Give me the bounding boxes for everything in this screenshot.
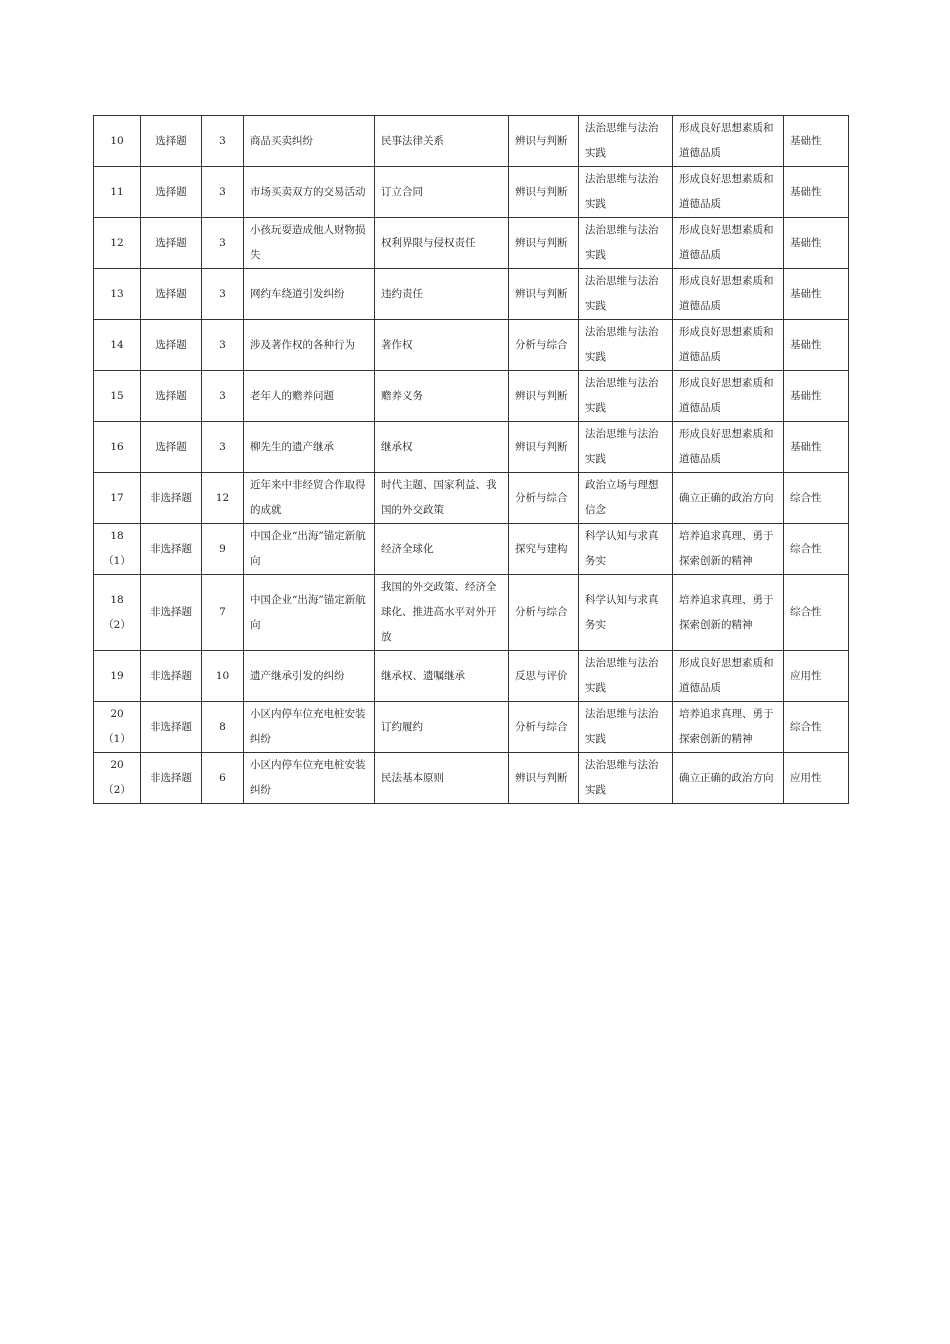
ability-cell: 分析与综合 bbox=[509, 575, 579, 651]
literacy-cell: 科学认知与求真务实 bbox=[579, 575, 673, 651]
score-cell: 3 bbox=[202, 371, 244, 422]
question-number-cell: 20（2） bbox=[94, 753, 141, 804]
context-cell: 小区内停车位充电桩安装纠纷 bbox=[244, 753, 375, 804]
ability-cell: 分析与综合 bbox=[509, 473, 579, 524]
score-cell: 8 bbox=[202, 702, 244, 753]
ability-cell: 辨识与判断 bbox=[509, 167, 579, 218]
table-row bbox=[94, 575, 849, 651]
context-cell: 遗产继承引发的纠纷 bbox=[244, 651, 375, 702]
level-cell: 基础性 bbox=[784, 371, 849, 422]
level-cell: 应用性 bbox=[784, 651, 849, 702]
table-row bbox=[94, 651, 849, 702]
knowledge-point-cell: 订立合同 bbox=[375, 167, 509, 218]
goal-cell: 培养追求真理、勇于探索创新的精神 bbox=[673, 702, 784, 753]
literacy-cell: 政治立场与理想信念 bbox=[579, 473, 673, 524]
question-type-cell: 选择题 bbox=[141, 320, 202, 371]
question-type-cell: 选择题 bbox=[141, 167, 202, 218]
score-cell: 6 bbox=[202, 753, 244, 804]
table-row bbox=[94, 116, 849, 167]
knowledge-point-cell: 违约责任 bbox=[375, 269, 509, 320]
table-body bbox=[94, 116, 849, 804]
score-cell: 3 bbox=[202, 269, 244, 320]
table-row bbox=[94, 524, 849, 575]
context-cell: 涉及著作权的各种行为 bbox=[244, 320, 375, 371]
context-cell: 中国企业“出海”锚定新航向 bbox=[244, 524, 375, 575]
knowledge-point-cell: 著作权 bbox=[375, 320, 509, 371]
question-number-cell: 18（1） bbox=[94, 524, 141, 575]
question-type-cell: 选择题 bbox=[141, 422, 202, 473]
question-number-cell: 12 bbox=[94, 218, 141, 269]
knowledge-point-cell: 权利界限与侵权责任 bbox=[375, 218, 509, 269]
score-cell: 3 bbox=[202, 422, 244, 473]
question-type-cell: 非选择题 bbox=[141, 524, 202, 575]
exam-analysis-table bbox=[93, 115, 849, 804]
ability-cell: 辨识与判断 bbox=[509, 753, 579, 804]
question-type-cell: 非选择题 bbox=[141, 575, 202, 651]
question-type-cell: 非选择题 bbox=[141, 651, 202, 702]
level-cell: 基础性 bbox=[784, 422, 849, 473]
knowledge-point-cell: 经济全球化 bbox=[375, 524, 509, 575]
goal-cell: 形成良好思想素质和道德品质 bbox=[673, 167, 784, 218]
knowledge-point-cell: 我国的外交政策、经济全球化、推进高水平对外开放 bbox=[375, 575, 509, 651]
level-cell: 基础性 bbox=[784, 320, 849, 371]
table-row bbox=[94, 753, 849, 804]
literacy-cell: 法治思维与法治实践 bbox=[579, 269, 673, 320]
level-cell: 基础性 bbox=[784, 218, 849, 269]
level-cell: 综合性 bbox=[784, 575, 849, 651]
score-cell: 10 bbox=[202, 651, 244, 702]
level-cell: 应用性 bbox=[784, 753, 849, 804]
context-cell: 网约车绕道引发纠纷 bbox=[244, 269, 375, 320]
level-cell: 综合性 bbox=[784, 524, 849, 575]
table-row bbox=[94, 218, 849, 269]
ability-cell: 探究与建构 bbox=[509, 524, 579, 575]
level-cell: 综合性 bbox=[784, 702, 849, 753]
table-row bbox=[94, 167, 849, 218]
context-cell: 小孩玩耍造成他人财物损失 bbox=[244, 218, 375, 269]
question-number-cell: 10 bbox=[94, 116, 141, 167]
question-type-cell: 选择题 bbox=[141, 269, 202, 320]
goal-cell: 形成良好思想素质和道德品质 bbox=[673, 651, 784, 702]
knowledge-point-cell: 时代主题、国家利益、我国的外交政策 bbox=[375, 473, 509, 524]
context-cell: 商品买卖纠纷 bbox=[244, 116, 375, 167]
knowledge-point-cell: 订约履约 bbox=[375, 702, 509, 753]
question-number-cell: 14 bbox=[94, 320, 141, 371]
question-number-cell: 11 bbox=[94, 167, 141, 218]
question-number-cell: 16 bbox=[94, 422, 141, 473]
question-type-cell: 非选择题 bbox=[141, 473, 202, 524]
goal-cell: 形成良好思想素质和道德品质 bbox=[673, 371, 784, 422]
question-number-cell: 18（2） bbox=[94, 575, 141, 651]
table-row bbox=[94, 269, 849, 320]
ability-cell: 辨识与判断 bbox=[509, 116, 579, 167]
literacy-cell: 法治思维与法治实践 bbox=[579, 371, 673, 422]
literacy-cell: 法治思维与法治实践 bbox=[579, 753, 673, 804]
score-cell: 3 bbox=[202, 218, 244, 269]
context-cell: 柳先生的遗产继承 bbox=[244, 422, 375, 473]
score-cell: 12 bbox=[202, 473, 244, 524]
literacy-cell: 科学认知与求真务实 bbox=[579, 524, 673, 575]
question-type-cell: 选择题 bbox=[141, 218, 202, 269]
score-cell: 3 bbox=[202, 116, 244, 167]
ability-cell: 辨识与判断 bbox=[509, 422, 579, 473]
table-row bbox=[94, 371, 849, 422]
question-type-cell: 选择题 bbox=[141, 116, 202, 167]
table-row bbox=[94, 473, 849, 524]
question-type-cell: 非选择题 bbox=[141, 753, 202, 804]
literacy-cell: 法治思维与法治实践 bbox=[579, 702, 673, 753]
question-number-cell: 19 bbox=[94, 651, 141, 702]
knowledge-point-cell: 民事法律关系 bbox=[375, 116, 509, 167]
table-row bbox=[94, 320, 849, 371]
knowledge-point-cell: 赡养义务 bbox=[375, 371, 509, 422]
context-cell: 市场买卖双方的交易活动 bbox=[244, 167, 375, 218]
goal-cell: 确立正确的政治方向 bbox=[673, 473, 784, 524]
context-cell: 近年来中非经贸合作取得的成就 bbox=[244, 473, 375, 524]
goal-cell: 形成良好思想素质和道德品质 bbox=[673, 422, 784, 473]
literacy-cell: 法治思维与法治实践 bbox=[579, 218, 673, 269]
table-row bbox=[94, 702, 849, 753]
knowledge-point-cell: 继承权 bbox=[375, 422, 509, 473]
level-cell: 基础性 bbox=[784, 269, 849, 320]
question-type-cell: 非选择题 bbox=[141, 702, 202, 753]
literacy-cell: 法治思维与法治实践 bbox=[579, 651, 673, 702]
knowledge-point-cell: 继承权、遗嘱继承 bbox=[375, 651, 509, 702]
ability-cell: 反思与评价 bbox=[509, 651, 579, 702]
literacy-cell: 法治思维与法治实践 bbox=[579, 116, 673, 167]
goal-cell: 培养追求真理、勇于探索创新的精神 bbox=[673, 524, 784, 575]
goal-cell: 培养追求真理、勇于探索创新的精神 bbox=[673, 575, 784, 651]
literacy-cell: 法治思维与法治实践 bbox=[579, 320, 673, 371]
goal-cell: 确立正确的政治方向 bbox=[673, 753, 784, 804]
question-number-cell: 17 bbox=[94, 473, 141, 524]
score-cell: 3 bbox=[202, 167, 244, 218]
ability-cell: 分析与综合 bbox=[509, 320, 579, 371]
score-cell: 9 bbox=[202, 524, 244, 575]
ability-cell: 辨识与判断 bbox=[509, 371, 579, 422]
ability-cell: 分析与综合 bbox=[509, 702, 579, 753]
level-cell: 基础性 bbox=[784, 116, 849, 167]
goal-cell: 形成良好思想素质和道德品质 bbox=[673, 116, 784, 167]
literacy-cell: 法治思维与法治实践 bbox=[579, 422, 673, 473]
level-cell: 基础性 bbox=[784, 167, 849, 218]
context-cell: 小区内停车位充电桩安装纠纷 bbox=[244, 702, 375, 753]
knowledge-point-cell: 民法基本原则 bbox=[375, 753, 509, 804]
question-number-cell: 15 bbox=[94, 371, 141, 422]
goal-cell: 形成良好思想素质和道德品质 bbox=[673, 269, 784, 320]
ability-cell: 辨识与判断 bbox=[509, 269, 579, 320]
score-cell: 3 bbox=[202, 320, 244, 371]
goal-cell: 形成良好思想素质和道德品质 bbox=[673, 218, 784, 269]
goal-cell: 形成良好思想素质和道德品质 bbox=[673, 320, 784, 371]
question-number-cell: 20（1） bbox=[94, 702, 141, 753]
question-number-cell: 13 bbox=[94, 269, 141, 320]
context-cell: 老年人的赡养问题 bbox=[244, 371, 375, 422]
literacy-cell: 法治思维与法治实践 bbox=[579, 167, 673, 218]
context-cell: 中国企业“出海”锚定新航向 bbox=[244, 575, 375, 651]
ability-cell: 辨识与判断 bbox=[509, 218, 579, 269]
score-cell: 7 bbox=[202, 575, 244, 651]
table-row bbox=[94, 422, 849, 473]
question-type-cell: 选择题 bbox=[141, 371, 202, 422]
level-cell: 综合性 bbox=[784, 473, 849, 524]
